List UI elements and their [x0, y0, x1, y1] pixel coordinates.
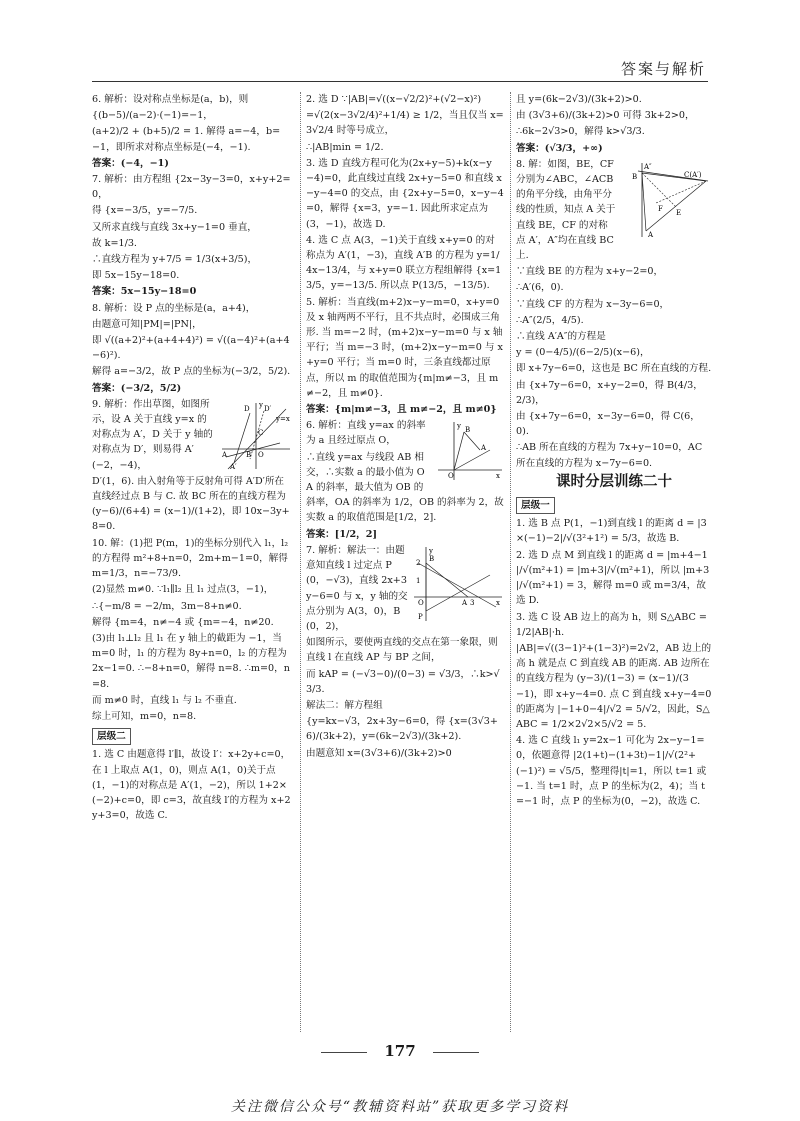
figure-label: C — [258, 428, 264, 437]
answer-item: 即 x+7y−6=0，这也是 BC 所在直线的方程. — [516, 363, 712, 375]
figure-label: y — [429, 546, 433, 555]
figure-label: 2 — [416, 558, 421, 567]
answer-item: 4. 选 C 直线 l₁ y=2x−1 可化为 2x−y−1=0，依题意得 |2(1+t)−(1+3t)−1|/√(2²+(−1)²) = √5/5，整理得|t|=1，所以 t=1 或 −1. 当 t=1 时，点 P 的坐标为(2，4)；当 t=−1 时，点 P 的坐标为(0，−2)，故选 C. — [516, 735, 707, 807]
figure-label: x — [496, 472, 500, 481]
answer-item: 7. 解析：解法一：由题意知直线 l 过定点 P(0，−√3)，直线 2x+3y−6=0 与 x，y 轴的交点分别为 A(3，0)，B(0，2)， — [306, 544, 408, 632]
figure-label: A — [462, 598, 468, 607]
answer-item: 5. 解析：当直线(m+2)x−y−m=0，x+y=0 及 x 轴两两不平行，且不共点时，必围成三角形. 当 m=−2 时，(m+2)x−y−m=0 与 x 轴平行；当 m=−3 时，(m+2)x−y−m=0 与 x+y=0 平行；当 m=0 时，三条直线都过原点，所以 m 的取值范围为{m|m≠−3，且 m≠−2，且 m≠0}. — [306, 296, 503, 399]
figure-label: A′ — [230, 462, 237, 471]
answer-item: 1. 选 B 点 P(1，−1)到直线 l 的距离 d = |3×(−1)−2|/√(3²+1²) = 5/3，故选 B. — [516, 518, 707, 545]
page-number: 177 — [384, 1042, 416, 1060]
answer-item: 6. 解析：设对称点坐标是(a，b)，则 — [92, 94, 249, 105]
answer-item: 2. 选 D 点 M 到直线 l 的距离 d = |m+4−1|/√(m²+1) = |m+3|/√(m²+1)，所以 |m+3|/√(m²+1) = 3，解得 m=0 或 m=3/4，故选 D. — [516, 549, 710, 607]
figure-label: F — [658, 204, 663, 213]
answer-item: {(b−5)/(a−2)·(−1)=−1， — [92, 110, 213, 122]
figure-6-diagram — [434, 420, 504, 482]
answer-item: ∴直线 A′A″的方程是 — [516, 331, 606, 343]
figure-label: C(A′) — [684, 170, 702, 179]
answer-item: ∵直线 BE 的方程为 x+y−2=0， — [516, 266, 664, 278]
answer-item: (2)显然 m≠0. ∵l₁∥l₂ 且 l₁ 过点(3，−1)， — [92, 584, 274, 596]
answer-item: 8. 解：如图，BE，CF 分别为∠ABC，∠ACB 的角平分线，由角平分线的性质，知点 A 关于直线 BE，CF 的对称点 A′，A″均在直线 BC 上. — [516, 158, 616, 262]
answer-item: 解得 a=−3/2，故 P 点的坐标为(−3/2，5/2). — [92, 366, 291, 378]
answer-item: 4. 选 C 点 A(3，−1)关于直线 x+y=0 的对称点为 A′(1，−3)，直线 A′B 的方程为 y=1/4x−13/4，与 x+y=0 联立方程组解得 {x=13/5，y=−13/5. 所以点 P(13/5，−13/5). — [306, 234, 502, 292]
figure-label: A — [481, 444, 487, 453]
answer-item: 由题意知 x=(3√3+6)/(3k+2)>0 — [306, 747, 452, 759]
figure-label: B — [429, 554, 435, 563]
answer-label: 答案：5x−15y−18=0 — [92, 286, 197, 298]
answer-item: ∴|AB|min = 1/2. — [306, 141, 384, 153]
answer-item: {y=kx−√3，2x+3y−6=0，得 {x=(3√3+6)/(3k+2)，y=(6k−2√3)/(3k+2). — [306, 716, 498, 743]
answer-item: 由题意可知|PM|=|PN|， — [92, 318, 202, 330]
answer-item: 综上可知，m=0，n=8. — [92, 710, 197, 722]
answer-item: 解法二：解方程组 — [306, 699, 383, 711]
answer-item: |AB|=√((3−1)²+(1−3)²)=2√2，AB 边上的高 h 就是点 C 到直线 AB 的距离. AB 边所在的直线方程为 (y−3)/(1−3) = (x−1)/(3−1)，即 x+y−4=0. 点 C 到直线 x+y−4=0 的距离为 |−1+0−4|/√2 = 5/√2，因此，S△ABC = 1/2×2√2×5/√2 = 5. — [516, 642, 712, 730]
answer-item: 7. 解析：由方程组 {2x−3y−3=0，x+y+2=0， — [92, 174, 291, 201]
answer-item: 而 kAP = (−√3−0)/(0−3) = √3/3，∴k>√3/3. — [306, 668, 500, 695]
section-title: 课时分层训练二十 — [556, 473, 672, 490]
answer-item: 即 5x−15y−18=0. — [92, 270, 180, 282]
answer-label: 答案：{m|m≠−3，且 m≠−2，且 m≠0} — [306, 404, 497, 416]
answer-item: 3. 选 D 直线方程可化为(2x+y−5)+k(x−y−4)=0，此直线过直线 2x+y−5=0 和直线 x−y−4=0 的交点，由 {2x+y−5=0，x−y−4=0，解得 {x=3，y=−1. 因此所求定点为(3，−1)，故选 D. — [306, 157, 504, 230]
figure-label: B — [632, 172, 638, 181]
level-heading: 层级一 — [516, 497, 555, 514]
answer-label: 答案：(√3/3，+∞) — [516, 142, 603, 154]
answer-item: 6. 解析：直线 y=ax 的斜率为 a 且经过原点 O， — [306, 420, 426, 447]
figure-label: 3 — [470, 598, 475, 607]
page-number-row — [0, 1042, 800, 1060]
figure-label: D — [244, 404, 250, 413]
column-divider-2 — [510, 92, 511, 1032]
page-number-rule-left — [321, 1052, 367, 1053]
answer-item: ∴直线 y=ax 与线段 AB 相交，∴实数 a 的最小值为 OA 的斜率，最大值为 OB 的斜率，OA 的斜率为 1/2，OB 的斜率为 2，故实数 a 的取值范围是[1/2，2]. — [306, 451, 504, 524]
answer-item: 如图所示，要使两直线的交点在第一象限，则直线 l 在直线 AP 与 BP 之间， — [306, 637, 498, 664]
page-number-rule-right — [433, 1052, 479, 1053]
answer-item: ∴A′(6，0). — [516, 282, 564, 294]
answer-label: 答案：(−4，−1) — [92, 157, 169, 169]
answer-item: 又所求直线与直线 3x+y−1=0 垂直， — [92, 221, 257, 233]
answer-label: 答案：[1/2，2] — [306, 528, 377, 540]
figure-label: E — [676, 208, 682, 217]
answer-item: 解得 {m=4，n≠−4 或 {m=−4，n≠20. — [92, 616, 274, 628]
answer-item: =√(2(x−3√2/4)²+1/4) ≥ 1/2，当且仅当 x=3√2/4 时等号成立， — [306, 110, 504, 137]
figure-9-diagram — [220, 399, 292, 471]
figure-label: x — [496, 598, 500, 607]
figure-label: P — [418, 612, 423, 621]
header-title: 答案与解析 — [620, 60, 706, 78]
answer-item: 由 (3√3+6)/(3k+2)>0 可得 3k+2>0， — [516, 110, 695, 122]
answer-item: 即 √((a+2)²+(a+4+4)²) = √((a−4)²+(a+4−6)²). — [92, 335, 290, 362]
figure-label: y=x — [276, 414, 290, 423]
column-left — [92, 92, 292, 824]
figure-label: B — [246, 450, 252, 459]
answer-item: ∴6k−2√3>0，解得 k>√3/3. — [516, 126, 645, 138]
figure-label: A — [648, 230, 654, 239]
answer-item: 且 y=(6k−2√3)/(3k+2)>0. — [516, 94, 642, 105]
column-right — [516, 92, 712, 810]
answer-item: 而 m≠0 时，直线 l₁ 与 l₂ 不垂直. — [92, 694, 237, 706]
answer-item: 故 k=1/3. — [92, 237, 137, 249]
answer-item: ∴直线方程为 y+7/5 = 1/3(x+3/5)， — [92, 254, 258, 266]
answer-item: ∴{−m/8 = −2/m，3m−8+n≠0. — [92, 600, 242, 612]
answer-item: 8. 解析：设 P 点的坐标是(a，a+4)， — [92, 302, 256, 314]
answer-item: 得 {x=−3/5，y=−7/5. — [92, 205, 198, 217]
answer-item: ∵直线 CF 的方程为 x−3y−6=0， — [516, 298, 670, 310]
figure-label: y — [457, 422, 461, 431]
footer-note: 关注微信公众号“教辅资料站”获取更多学习资料 — [230, 1099, 570, 1115]
answer-item: 由 {x+7y−6=0，x+y−2=0，得 B(4/3，2/3)， — [516, 379, 703, 406]
answer-item: ∴AB 所在直线的方程为 7x+y−10=0，AC 所在直线的方程为 x−7y−6=0. — [516, 442, 703, 469]
answer-item: 1. 选 C 由题意得 l′∥l，故设 l′：x+2y+c=0，在 l 上取点 A(1，0)，则点 A(1，0)关于点(1，−1)的对称点是 A′(1，−2)，所以 1+2×(−2)+c=0，即 c=3，故直线 l′的方程为 x+2y+3=0，故选 C. — [92, 749, 291, 822]
answer-item: (3)由 l₁⊥l₂ 且 l₁ 在 y 轴上的截距为 −1，当 m=0 时，l₁ 的方程为 8y+n=0，l₂ 的方程为 2x−1=0. ∴−8+n=0，解得 n=8. ∴m=0，n=8. — [92, 632, 290, 690]
figure-label: B — [465, 426, 471, 435]
figure-label: O — [448, 472, 454, 481]
answer-item: 9. 解析：作出草图，如图所示，设 A 关于直线 y=x 的对称点为 A′，D 关于 y 轴的对称点为 D′，则易得 A′(−2，−4)， — [92, 398, 213, 471]
answer-item: (a+2)/2 + (b+5)/2 = 1. 解得 a=−4，b=−1，即所求对称点坐标是(−4，−1). — [92, 126, 281, 153]
answer-label: 答案：(−3/2，5/2) — [92, 382, 182, 394]
figure-label: 1 — [416, 576, 421, 585]
answer-item: 2. 选 D ∵|AB|=√((x−√2/2)²+(√2−x)²) — [306, 94, 482, 105]
page-header — [92, 54, 708, 84]
level-heading: 层级二 — [92, 728, 131, 745]
answer-item: y = (0−4/5)/(6−2/5)(x−6)， — [516, 347, 650, 359]
answer-item: 10. 解：(1)把 P(m，1)的坐标分别代入 l₁，l₂ 的方程得 m²+8+n=0，2m+m−1=0，解得 m=1/3，n=−73/9. — [92, 537, 289, 580]
figure-8-diagram — [620, 159, 712, 239]
figure-label: O — [418, 598, 424, 607]
figure-label: y — [259, 400, 263, 409]
answer-item: ∴A″(2/5，4/5). — [516, 314, 584, 326]
figure-7-diagram — [412, 545, 504, 623]
column-divider-1 — [300, 92, 301, 1032]
figure-label: O — [258, 450, 264, 459]
answer-item: D′(1，6). 由入射角等于反射角可得 A′D′所在直线经过点 B 与 C. 故 BC 所在的直线方程为 (y−6)/(6+4) = (x−1)/(1+2)，即 10x−3y+8=0. — [92, 475, 290, 533]
figure-label: D′ — [264, 404, 272, 413]
answer-item: 3. 选 C 设 AB 边上的高为 h，则 S△ABC = 1/2|AB|·h. — [516, 611, 707, 638]
header-rule — [92, 81, 708, 82]
figure-label: A″ — [644, 162, 652, 171]
figure-label: A — [222, 450, 228, 459]
answer-item: 由 {x+7y−6=0，x−3y−6=0，得 C(6，0). — [516, 411, 700, 438]
column-middle — [306, 92, 504, 762]
